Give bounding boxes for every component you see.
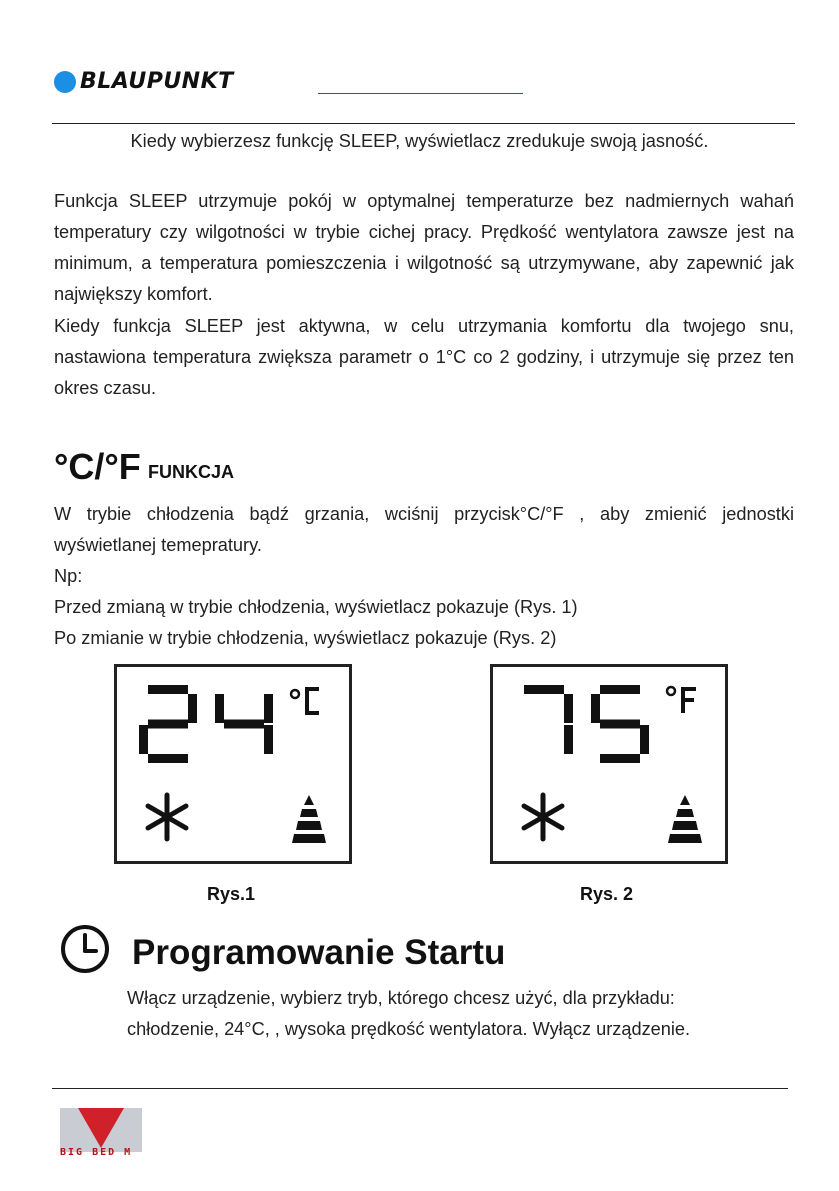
lcd-segment	[564, 694, 573, 723]
lcd-display-fahrenheit	[490, 664, 728, 864]
lcd-segment	[264, 694, 273, 723]
header-link-underline	[318, 93, 523, 94]
programming-line-1: Włącz urządzenie, wybierz tryb, którego chcesz użyć, dla przykładu:	[127, 988, 675, 1008]
sleep-paragraph-1: Funkcja SLEEP utrzymuje pokój w optymalnej temperaturze bez nadmiernych wahań temperatury czy wilgotności w trybie cichej pracy. Prędkość wentylatora zawsze jest na minimum, a temperatura pomieszczenia i wilgotność są utrzymywane, aby zapewnić jak największy komfort.	[54, 191, 794, 304]
lcd-segment	[640, 725, 649, 754]
sleep-intro: Kiedy wybierzesz funkcję SLEEP, wyświetlacz zredukuje swoją jasność.	[130, 131, 709, 151]
lcd-display-celsius	[114, 664, 352, 864]
footer-divider	[52, 1088, 788, 1089]
cf-after-text: Po zmianie w trybie chłodzenia, wyświetlacz pokazuje (Rys. 2)	[54, 628, 557, 648]
degree-icon	[667, 687, 675, 695]
snowflake-icon	[524, 795, 562, 839]
lcd-segment	[148, 720, 188, 729]
lcd-segment	[600, 754, 640, 763]
clock-icon	[58, 922, 112, 976]
programming-line-2: chłodzenie, 24°C, , wysoka prędkość wentylatora. Wyłącz urządzenie.	[127, 1019, 691, 1039]
lcd-display-celsius-graphic	[117, 667, 349, 861]
blaupunkt-logo-dot	[54, 71, 76, 93]
sleep-paragraph-2: Kiedy funkcja SLEEP jest aktywna, w celu utrzymania komfortu dla twojego snu, nastawiona temperatura zwiększa parametr o 1°C co 2 godziny, i utrzymuje się przez ten okres czasu.	[54, 316, 794, 398]
programming-title: Programowanie Startu	[132, 933, 506, 972]
lcd-segment	[224, 720, 264, 729]
lcd-digit	[139, 685, 197, 763]
footer-brand-text: BIG BED M	[60, 1147, 133, 1158]
snowflake-icon	[148, 795, 186, 839]
degree-icon	[291, 690, 299, 698]
lcd-segment	[600, 720, 640, 729]
figure-caption-2: Rys. 2	[580, 884, 634, 904]
unit-f-icon	[681, 687, 696, 713]
lcd-segment	[139, 725, 148, 754]
lcd-segment	[524, 685, 564, 694]
cf-function-label: FUNKCJA	[148, 462, 235, 482]
lcd-segment	[215, 694, 224, 723]
lcd-segment	[148, 685, 188, 694]
lcd-segment	[591, 694, 600, 723]
figure-caption-1: Rys.1	[207, 884, 256, 904]
lcd-segment	[188, 694, 197, 723]
lcd-display-fahrenheit-graphic	[493, 667, 725, 861]
lcd-segment	[600, 685, 640, 694]
lcd-segment	[264, 725, 273, 754]
brand-logo-text: BLAUPUNKT	[80, 69, 234, 94]
lcd-segment	[564, 725, 573, 754]
cf-example-label: Np:	[54, 566, 83, 586]
cf-before-text: Przed zmianą w trybie chłodzenia, wyświetlacz pokazuje (Rys. 1)	[54, 597, 578, 617]
lcd-segment	[148, 754, 188, 763]
lcd-digit	[591, 685, 649, 763]
header-divider	[52, 123, 795, 124]
fan-speed-icon	[668, 795, 702, 843]
lcd-digit	[215, 694, 273, 754]
fan-speed-icon	[292, 795, 326, 843]
lcd-digit	[524, 685, 573, 754]
unit-c-icon	[305, 687, 319, 715]
cf-paragraph: W trybie chłodzenia bądź grzania, wciśnij przycisk°C/°F , aby zmienić jednostki wyświetlanej temepratury.	[54, 504, 794, 555]
cf-symbol-heading: °C/°F	[54, 446, 141, 487]
